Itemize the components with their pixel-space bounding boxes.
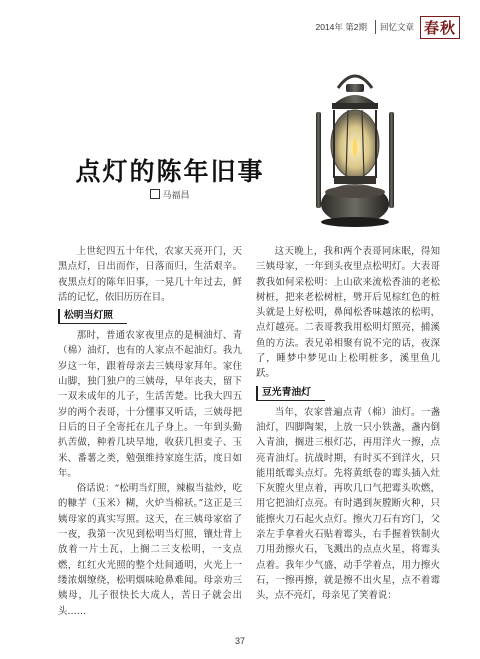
- header-divider: [375, 20, 376, 34]
- section-label: 回忆文章: [379, 22, 414, 32]
- subheading-pine-torch: 松明当灯照: [58, 309, 127, 324]
- right-column: [256, 244, 440, 604]
- paragraph: 那时，普通农家夜里点的是桐油灯、青（棉）油灯，也有的人家点不起油灯。我九岁这一年，跟着母亲去三姨母家拜年。家住山脚，独门独户的三姨母，早年丧夫，留下一双未成年的儿子，生活苦楚。比我大四五岁的两个表哥，十分懂事又听话，三姨母把日后的日子全寄托在儿子身上。一年到头勤扒苦做，种着几块旱地，收获几担麦子、玉米、番薯之类，勉强维持家庭生活，度日如年。: [58, 330, 242, 479]
- page-header: [315, 14, 460, 40]
- page-number: 37: [234, 636, 245, 646]
- paragraph: 这天晚上，我和两个表哥同床眠，得知三姨母家，一年到头夜里点松明灯。大表哥教我如何采松明：上山砍来流松香油的老松树桩，把来老松树桩，劈开后见棕红色的桩头就是上好松明，鼻闻松香味越浓的松明，点灯越亮。二表哥教我用松明灯照亮，捕溪鱼的方法。表兄弟相聚有说不完的话，夜深了，睡梦中梦见山上松明桩多，溪里鱼儿跃。: [256, 246, 440, 380]
- author-box-icon: [150, 189, 160, 199]
- subheading-oil-lamp: 豆光青油灯: [256, 386, 325, 401]
- issue-label: 2014年 第2期: [315, 22, 367, 32]
- paragraph: 当年，农家普遍点青（棉）油灯。一盏油灯，四脚陶架，上放一只小铁盏，盏内倒入青油，搁进三根灯芯，再用洋火一擦，点亮青油灯。抗战时期，有时买不到洋火，只能用纸霉头点灯。先将黄纸卷的霉头插入灶下灰膛火里点着，再吹几口气把霉头吹燃，用它把油灯点亮。有时遇到灰膛断火种，只能擦火刀石起火点灯。擦火刀石有窍门，父亲左手拿着火石贴着霉头，右手握着铁制火刀用劲擦火石，飞溅出的点点火星，将霉头点着。我年少气盛，动手学着点，用力擦火石，一擦再擦，就是擦不出火星，点不着霉头，点不亮灯，母亲见了笑着说：: [256, 406, 440, 602]
- magazine-logo: 春秋: [420, 16, 460, 39]
- article-title: 点灯的陈年旧事: [75, 157, 265, 186]
- kerosene-lamp-illustration: [300, 66, 410, 231]
- left-column: [58, 244, 242, 619]
- author-name: 马福昌: [162, 191, 190, 201]
- paragraph: 俗话说：“松明当灯照，辣椒当盐炒，吃的糠芋（玉米）糊，火炉当棉袄。”这正是三姨母家的真实写照。这天，在三姨母家宿了一夜，我第一次见到松明当灯照，镶灶背上放着一片土瓦，上搁二三支松明，一支点燃，红红火光照的整个灶间通明，火光上一缕浓烟缭绕，松明烟味呛鼻难闻。母亲劝三姨母，儿子很快长大成人，苦日子就会出头……: [58, 483, 242, 617]
- intro-paragraph: 上世纪四五十年代，农家天亮开门，天黑点灯，日出而作，日落而归，生活艰辛。夜黑点灯的陈年旧事，一晃几十年过去，鲜活的记忆，依旧历历在目。: [58, 246, 242, 303]
- article-author: [0, 188, 340, 201]
